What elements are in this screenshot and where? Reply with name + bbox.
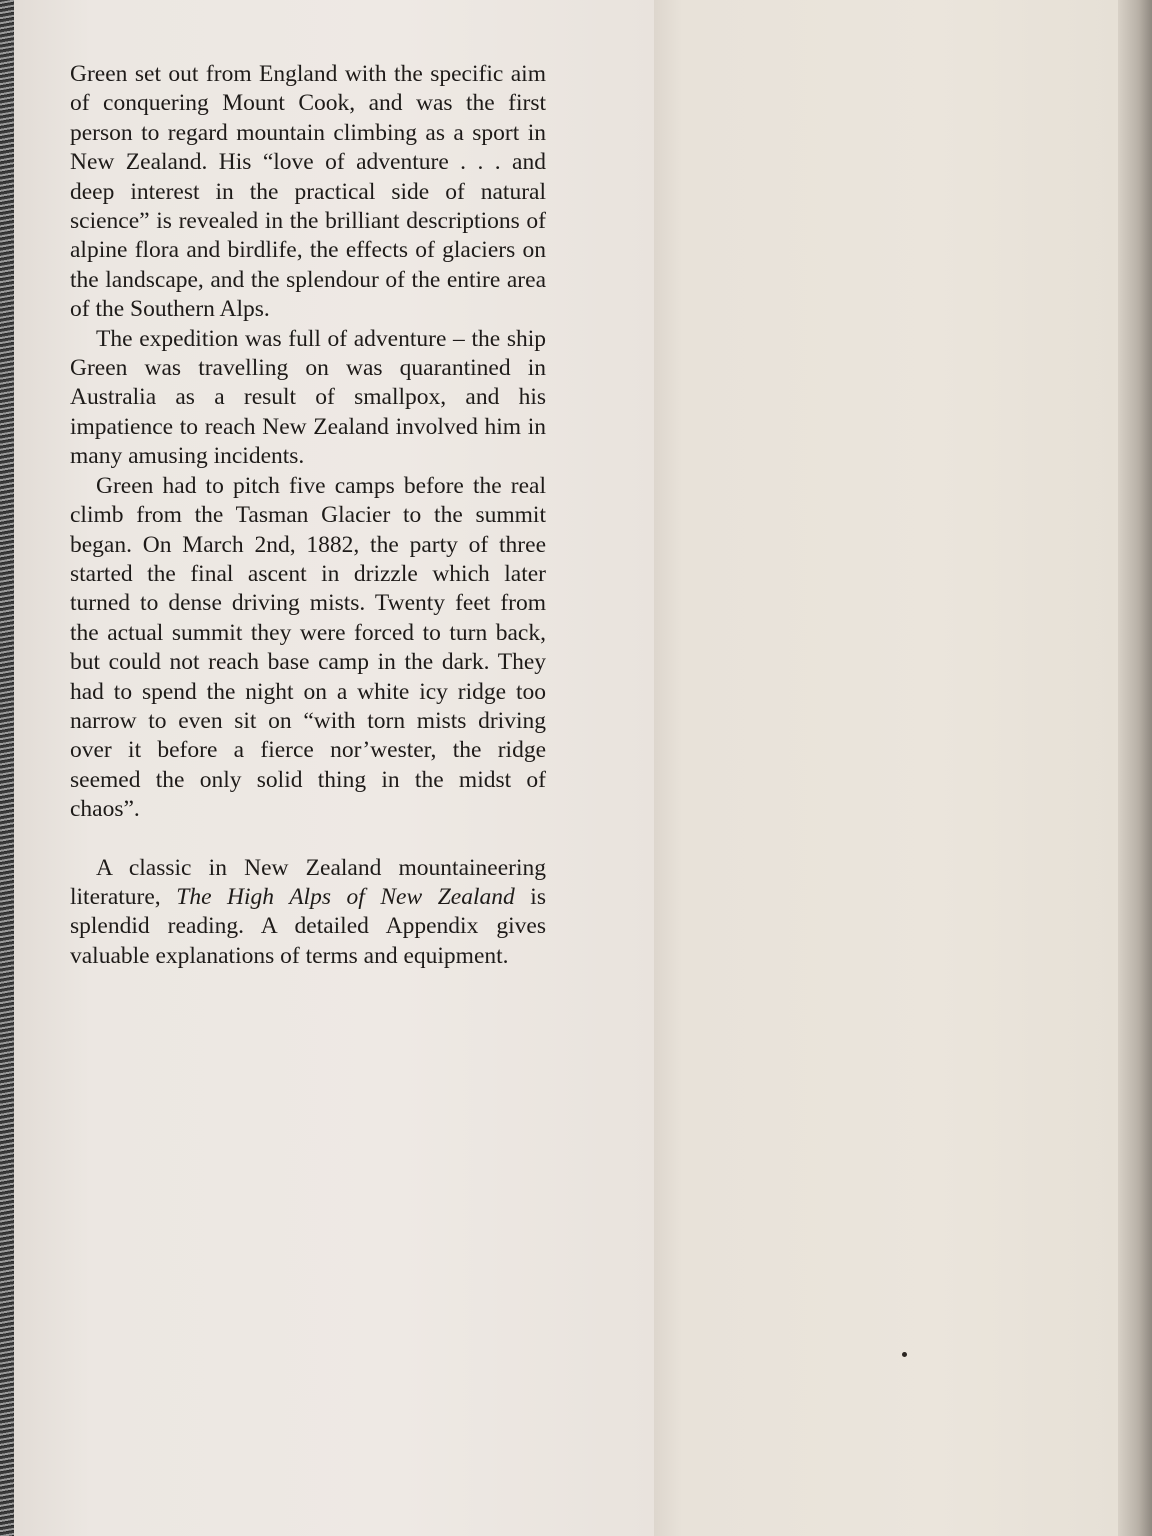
blurb-text: A classic in New Zealand mountaineering literature, <box>70 854 546 910</box>
binding-shadow <box>1118 0 1152 1536</box>
blurb-text: is splendid reading. A detailed Appendix gives valuable explanations of terms and equipment. <box>70 883 546 969</box>
blurb-paragraph: The expedition was full of adventure – the ship Green was travelling on was quarantined in Australia as a result of smallpox, and his impatience to reach New Zealand involved him in many amusing incidents. <box>70 325 546 470</box>
book-title: The High Alps of New Zealand <box>176 883 515 910</box>
flap-blurb <box>70 60 546 971</box>
paper-speck <box>902 1352 907 1357</box>
endpaper <box>654 0 1124 1536</box>
cover-edge <box>0 0 14 1536</box>
blurb-paragraph: Green set out from England with the specific aim of conquering Mount Cook, and was the first person to regard mountain climbing as a sport in New Zealand. His “love of adventure . . . and deep interest in the practical side of natural science” is revealed in the brilliant descriptions of alpine flora and birdlife, the effects of glaciers on the landscape, and the splendour of the entire area of the Southern Alps. <box>70 61 546 323</box>
blurb-paragraph: Green had to pitch five camps before the real climb from the Tasman Glacier to the summit began. On March 2nd, 1882, the party of three started the final ascent in drizzle which later turned to dense driving mists. Twenty feet from the actual summit they were forced to turn back, but could not reach base camp in the dark. They had to spend the night on a white icy ridge too narrow to even sit on “with torn mists driving over it before a fierce nor’wester, the ridge seemed the only solid thing in the midst of chaos”. <box>70 472 546 823</box>
blurb-paragraph <box>70 854 546 972</box>
